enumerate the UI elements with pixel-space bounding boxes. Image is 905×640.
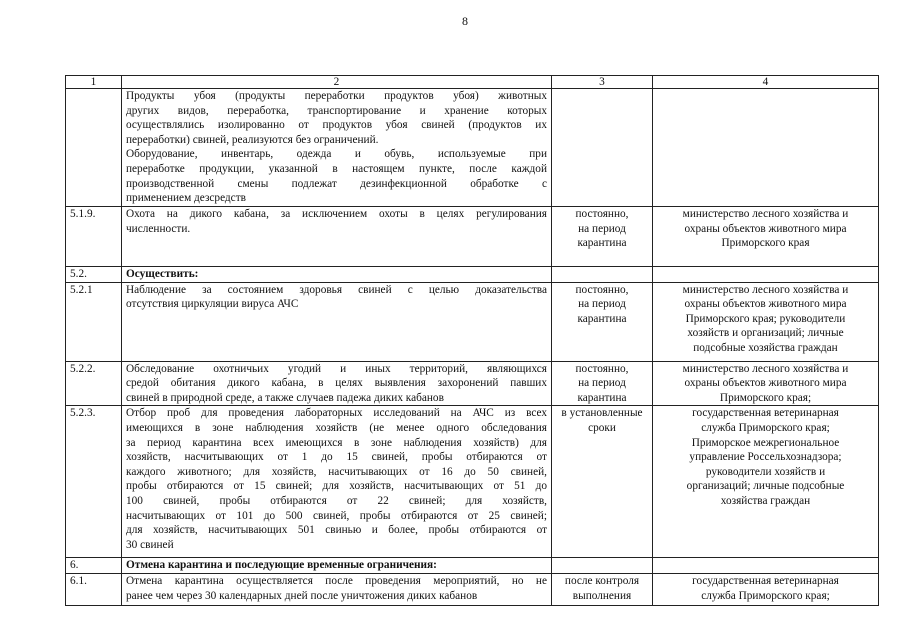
measure-text-line: переработке продукции, указанной в настоящем пункте, после каждой — [126, 162, 547, 175]
item-number-cell — [66, 282, 122, 361]
term-cell — [552, 89, 653, 207]
column-header-4: 4 — [653, 76, 879, 89]
item-number-cell — [66, 558, 122, 574]
responsible-line: министерство лесного хозяйства и — [682, 208, 849, 220]
measure-text-cell — [122, 89, 552, 207]
measure-text-cell — [122, 558, 552, 574]
item-number: 5.2. — [70, 268, 87, 280]
measure-text-line: численности. — [126, 222, 191, 235]
term-line: постоянно, — [575, 362, 629, 375]
item-number-cell — [66, 207, 122, 267]
measure-text-line: Продукты убоя (продукты переработки продуктов убоя) животных — [126, 90, 547, 102]
column-header-2: 2 — [122, 76, 552, 89]
item-number: 5.2.2. — [70, 362, 96, 375]
responsible-line: министерство лесного хозяйства и — [682, 362, 849, 375]
term-cell — [552, 406, 653, 558]
measure-text-line: за период карантина всех имеющихся в зоне наблюдения хозяйств) для — [126, 436, 547, 449]
measure-text-line: отсутствия циркуляции вируса АЧС — [126, 298, 299, 311]
measures-table — [65, 75, 879, 606]
responsible-line: охраны объектов животного мира — [684, 298, 847, 311]
responsible-line: подсобные хозяйства граждан — [693, 341, 838, 354]
measure-text-line: производственной смены подлежат дезинфекционной обработке с — [126, 177, 547, 190]
term-cell — [552, 267, 653, 283]
measure-text-line: осуществлялись изолированно от продуктов убоя свиней (продуктов их — [126, 119, 547, 132]
table-row — [66, 406, 879, 558]
item-number: 5.2.3. — [70, 407, 96, 420]
table-header-row — [66, 76, 879, 89]
measure-text-line: каждого животного; для хозяйств, насчитывающих от 16 до 50 свиней, — [126, 465, 547, 478]
table-row — [66, 89, 879, 207]
responsible-cell — [653, 361, 879, 406]
term-line: на период — [578, 298, 626, 311]
table-row — [66, 573, 879, 605]
measure-text-line: переработки) свиней, реализуются без ограничений. — [126, 133, 379, 146]
item-number: 6.1. — [70, 574, 87, 587]
responsible-line: служба Приморского края; — [701, 589, 830, 602]
measure-text-cell — [122, 267, 552, 283]
term-line: карантина — [577, 237, 627, 250]
responsible-cell — [653, 406, 879, 558]
term-line: после контроля — [564, 574, 640, 587]
term-cell — [552, 207, 653, 267]
table-row — [66, 361, 879, 406]
item-number: 5.2.1 — [70, 283, 93, 296]
measure-text-line: Охота на дикого кабана, за исключением охоты в целях регулирования — [126, 208, 547, 220]
term-line: постоянно, — [575, 283, 629, 296]
term-cell — [552, 282, 653, 361]
term-line: карантина — [577, 312, 627, 325]
item-number: 5.1.9. — [70, 208, 96, 220]
measure-text-cell — [122, 361, 552, 406]
term-cell — [552, 558, 653, 574]
item-number-cell — [66, 267, 122, 283]
responsible-line: хозяйств и организаций; личные — [687, 327, 844, 340]
table-row — [66, 207, 879, 267]
responsible-line: хозяйства граждан — [720, 494, 811, 507]
responsible-line: государственная ветеринарная — [692, 407, 839, 420]
measure-text-cell — [122, 207, 552, 267]
responsible-line: служба Приморского края; — [701, 421, 830, 434]
measure-text-line: ранее чем через 30 календарных дней после уничтожения диких кабанов — [126, 589, 478, 602]
responsible-line: охраны объектов животного мира — [684, 222, 847, 235]
measure-text-line: пробы отбираются от 15 свиней; для хозяйств, насчитывающих от 51 до — [126, 480, 547, 493]
responsible-line: организаций; личные подсобные — [686, 480, 845, 493]
term-line: выполнения — [572, 589, 632, 602]
measure-text-line: Отмена карантина и последующие временные ограничения: — [126, 559, 437, 572]
measure-text-line: Оборудование, инвентарь, одежда и обувь, используемые при — [126, 148, 547, 161]
responsible-line: Приморского края; руководители — [685, 312, 846, 325]
term-cell — [552, 361, 653, 406]
measure-text-cell — [122, 573, 552, 605]
item-number-cell — [66, 406, 122, 558]
item-number-cell — [66, 361, 122, 406]
page-number: 8 — [462, 14, 468, 28]
measure-text-line: Обследование охотничьих угодий и иных территорий, являющихся — [126, 362, 547, 375]
measure-text-line: средой обитания дикого кабана, в целях выявления захоронений павших — [126, 377, 547, 390]
item-number: 6. — [70, 559, 79, 572]
responsible-line: Приморское межрегиональное — [691, 436, 840, 449]
term-line: на период — [578, 377, 626, 390]
measure-text-line: 30 свиней — [126, 538, 174, 551]
measure-text-line: Отбор проб для проведения лабораторных исследований на АЧС из всех — [126, 407, 547, 420]
term-line: на период — [578, 222, 626, 235]
term-cell — [552, 573, 653, 605]
term-line: сроки — [588, 421, 616, 434]
item-number-cell — [66, 89, 122, 207]
responsible-cell — [653, 573, 879, 605]
measure-text-line: Осуществить: — [126, 268, 199, 280]
column-header-1: 1 — [66, 76, 122, 89]
table-row — [66, 267, 879, 283]
responsible-cell — [653, 267, 879, 283]
table-row — [66, 282, 879, 361]
measure-text-line: хозяйств, насчитывающих от 1 до 15 свиней, пробы отбираются от — [126, 451, 547, 464]
measure-text-line: Отмена карантина осуществляется после проведения мероприятий, но не — [126, 574, 547, 587]
responsible-cell — [653, 207, 879, 267]
responsible-cell — [653, 558, 879, 574]
measure-text-line: насчитывающих от 101 до 500 свиней, пробы отбираются от 25 свиней; — [126, 509, 547, 522]
measure-text-line: свиней в природной среде, а также случаев падежа диких кабанов — [126, 391, 444, 404]
responsible-line: государственная ветеринарная — [692, 574, 839, 587]
term-line: в установленные — [561, 407, 643, 420]
column-header-3: 3 — [552, 76, 653, 89]
term-line: постоянно, — [575, 208, 629, 220]
term-line: карантина — [577, 391, 627, 404]
responsible-line: охраны объектов животного мира — [684, 377, 847, 390]
responsible-cell — [653, 89, 879, 207]
responsible-line: Приморского края — [721, 237, 810, 250]
responsible-line: руководители хозяйств и — [705, 465, 826, 478]
responsible-line: министерство лесного хозяйства и — [682, 283, 849, 296]
measure-text-line: 100 свиней, пробы отбираются от 22 свиней; для хозяйств, — [126, 494, 547, 507]
item-number-cell — [66, 573, 122, 605]
table-row — [66, 558, 879, 574]
measure-text-cell — [122, 406, 552, 558]
measure-text-line: применением дезсредств — [126, 192, 246, 205]
measure-text-line: другиx видов, переработка, транспортирование и хранение которых — [126, 104, 547, 117]
measure-text-cell — [122, 282, 552, 361]
responsible-line: управление Россельхознадзора; — [689, 451, 842, 464]
measure-text-line: для хозяйств, насчитывающих 501 свинью и более, пробы отбираются от — [126, 524, 547, 537]
measure-text-line: имеющихся в зоне наблюдения хозяйств (не менее одного обследования — [126, 421, 547, 434]
responsible-cell — [653, 282, 879, 361]
responsible-line: Приморского края; — [719, 391, 812, 404]
measure-text-line: Наблюдение за состоянием здоровья свиней с целью доказательства — [126, 283, 547, 296]
